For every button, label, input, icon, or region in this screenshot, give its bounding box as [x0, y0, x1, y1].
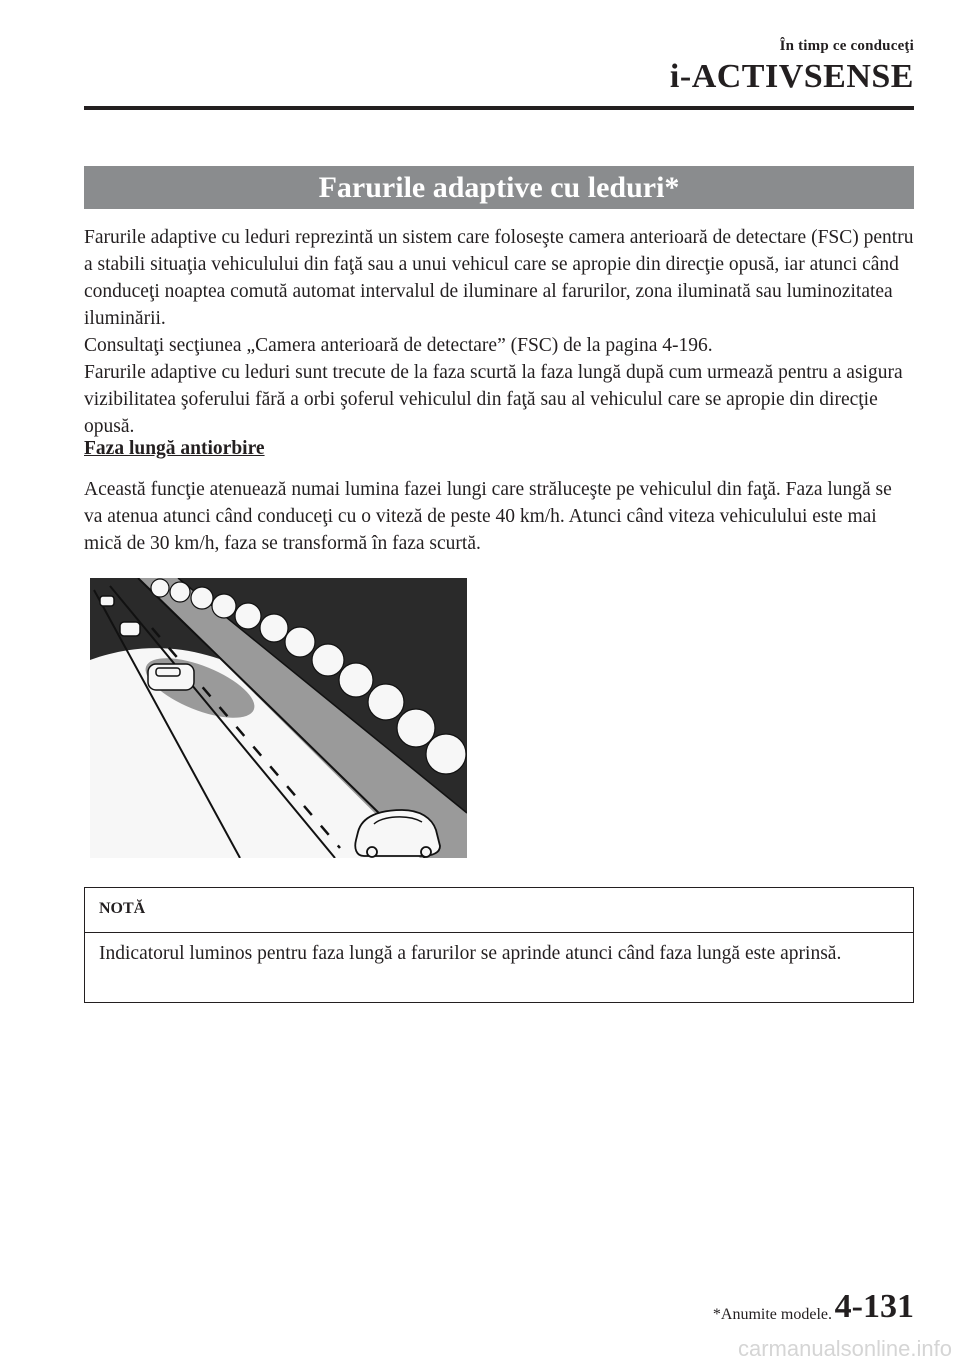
intro-behavior: Farurile adaptive cu leduri sunt trecute de la faza scurtă la faza lungă după cum urmează pentru a asigura vizibilitatea şoferului fără a orbi şoferul vehiculul din faţă sau al vehiculul care se apropie din direcţie opusă. — [84, 362, 903, 437]
footnote: *Anumite modele. — [712, 1306, 832, 1323]
intro-block — [84, 224, 914, 440]
intro-paragraph: Farurile adaptive cu leduri reprezintă un sistem care foloseşte camera anterioară de detectare (FSC) pentru a stabili situaţia vehiculului din faţă sau a unui vehicul care se apropie din direcţie opusă, iar atunci când conduceţi noaptea comută automat intervalul de iluminare al farurilor, zona iluminată sau luminozitatea iluminării. — [84, 227, 914, 329]
note-label: NOTĂ — [99, 900, 146, 917]
middle-car-icon — [120, 622, 140, 636]
note-divider — [85, 932, 913, 933]
subsection-paragraph: Această funcţie atenuează numai lumina fazei lungi care străluceşte pe vehiculul din faţă. Faza lungă se va atenua atunci când conduceţi cu o viteză de peste 40 km/h. Atunci când viteza vehiculului este mai mică de 30 km/h, faza se transformă în faza scurtă. — [84, 479, 892, 554]
note-text: Indicatorul luminos pentru faza lungă a farurilor se aprinde atunci când faza lungă este aprinsă. — [99, 943, 842, 964]
antiglare-illustration — [90, 578, 467, 858]
own-car-icon — [355, 810, 440, 857]
header-rule — [84, 106, 914, 110]
page-number: 4-131 — [834, 1288, 914, 1325]
section-banner: Farurile adaptive cu leduri* — [84, 166, 914, 209]
watermark: carmanualsonline.info — [737, 1336, 952, 1361]
header-chapter: În timp ce conduceţi — [779, 38, 914, 54]
header-section-title: i-ACTIVSENSE — [669, 58, 914, 95]
far-car-icon — [100, 596, 114, 606]
note-box — [84, 887, 914, 1003]
preceding-car-icon — [148, 664, 194, 690]
subsection-title: Faza lungă antiorbire — [84, 438, 265, 459]
intro-reference: Consultaţi secţiunea „Camera anterioară de detectare” (FSC) de la pagina 4-196. — [84, 335, 713, 356]
